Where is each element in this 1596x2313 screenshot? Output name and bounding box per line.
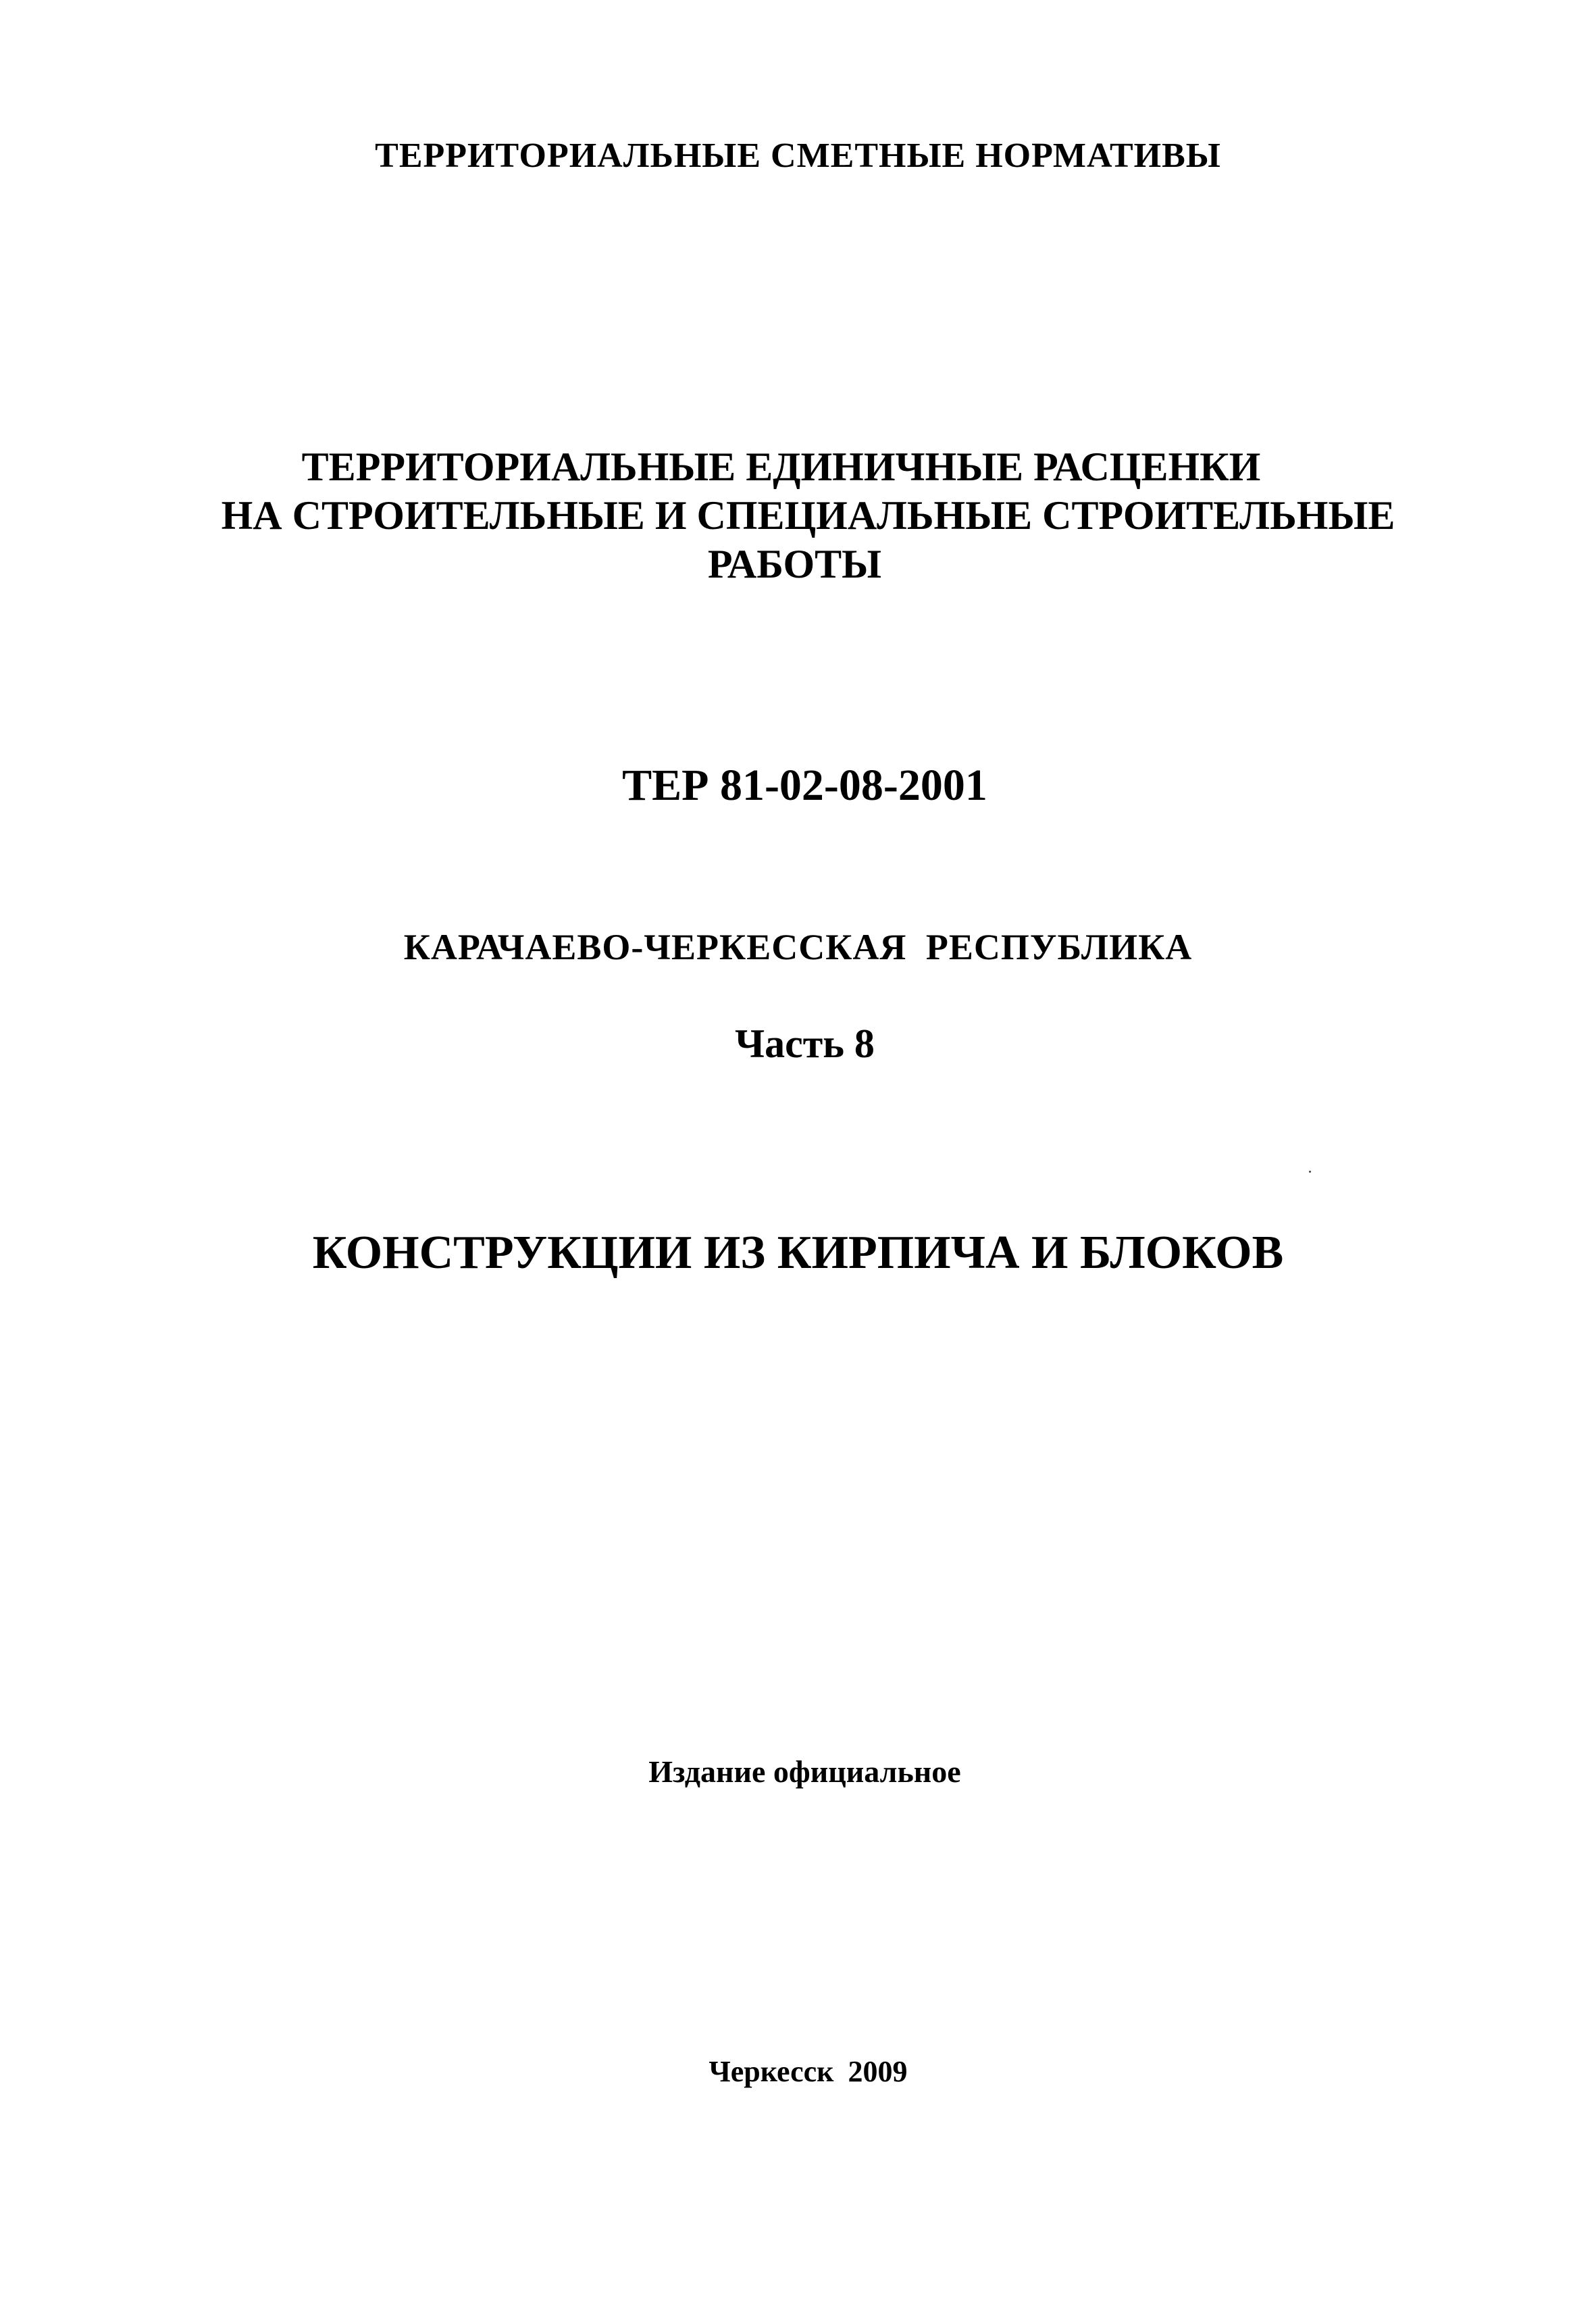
title-line-1: ТЕРРИТОРИАЛЬНЫЕ ЕДИНИЧНЫЕ РАСЦЕНКИ	[301, 444, 1261, 489]
series-heading: ТЕРРИТОРИАЛЬНЫЕ СМЕТНЫЕ НОРМАТИВЫ	[375, 136, 1221, 175]
city-year: Черкесск 2009	[709, 2055, 908, 2088]
scan-speck	[1309, 1171, 1311, 1173]
title-line-2: НА СТРОИТЕЛЬНЫЕ И СПЕЦИАЛЬНЫЕ СТРОИТЕЛЬНЫЕ	[221, 493, 1395, 538]
title-line-3: РАБОТЫ	[707, 542, 882, 586]
document-title	[0, 442, 1596, 588]
region-name: КАРАЧАЕВО-ЧЕРКЕССКАЯ РЕСПУБЛИКА	[403, 927, 1193, 967]
subject-title: КОНСТРУКЦИИ ИЗ КИРПИЧА И БЛОКОВ	[312, 1227, 1284, 1279]
document-code: ТЕР 81-02-08-2001	[622, 761, 987, 810]
edition-note: Издание официальное	[648, 1754, 961, 1789]
part-number: Часть 8	[735, 1021, 875, 1066]
